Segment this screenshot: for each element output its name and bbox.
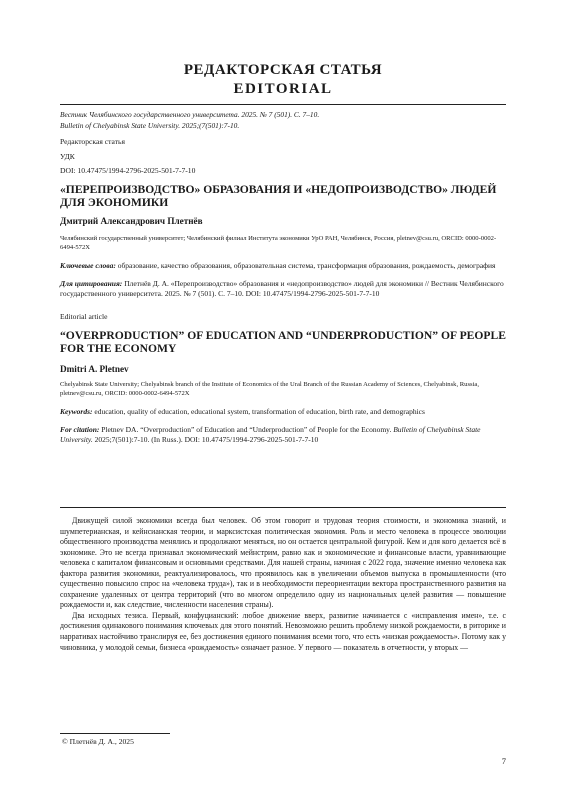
article-body <box>60 516 506 653</box>
citation-ru <box>60 279 506 299</box>
citation-tail-en: 2025;7(501):7-10. (In Russ.). DOI: 10.47475/1994-2796-2025-501-7-7-10 <box>92 435 319 445</box>
page-number: 7 <box>501 756 506 766</box>
doi-ru: DOI: 10.47475/1994-2796-2025-501-7-7-10 <box>60 166 196 175</box>
copyright-footnote: © Плетнёв Д. А., 2025 <box>62 737 134 746</box>
author-name-en: Dmitri A. Pletnev <box>60 363 129 374</box>
author-affiliation-ru: Челябинский государственный университет; Челябинский филиал Института экономики УрО РАН, Челябинск, Россия, pletnev@csu.ru, ORCID: 0000-0002-6494-572X <box>60 234 497 252</box>
citation-label-ru: Для цитирования: <box>60 278 123 288</box>
article-type-en: Editorial article <box>60 312 108 322</box>
keywords-text-en: education, quality of education, educational system, transformation of education, birth rate, and demographics <box>92 406 425 416</box>
article-title-ru: «ПЕРЕПРОИЗВОДСТВО» ОБРАЗОВАНИЯ И «НЕДОПРОИЗВОДСТВО» ЛЮДЕЙ ДЛЯ ЭКОНОМИКИ <box>60 182 497 209</box>
citation-label-en: For citation: <box>60 425 100 435</box>
journal-citation-ru: Вестник Челябинского государственного университета. 2025. № 7 (501). С. 7–10. <box>60 110 320 119</box>
section-title-ru: РЕДАКТОРСКАЯ СТАТЬЯ <box>183 62 383 78</box>
citation-text-en: Pletnev DA. “Overproduction” of Education and “Underproduction” of People for the Economy. <box>99 425 394 435</box>
footnote-rule <box>60 733 170 734</box>
keywords-label-ru: Ключевые слова: <box>60 260 116 270</box>
citation-text-ru: Плетнёв Д. А. «Перепроизводство» образования и «недопроизводство» людей для экономики // Вестник Челябинского государственного университета. 2025. № 7 (501). С. 7–10. DOI: 10.47475/1994-2796-2025-501-7-7-10 <box>60 278 504 299</box>
author-affiliation-en: Chelyabinsk State University; Chelyabinsk branch of the Institute of Economics of the Ural Branch of the Russian Academy of Sciences, Chelyabinsk, Russia, pletnev@csu.ru, ORCID: 0000-0002-6494-572X <box>60 380 479 398</box>
body-paragraph-2: Два исходных тезиса. Первый, конфуцианский: любое движение вверх, развитие начинается с «исправления имен», т.е. с достижения одинакового понимания ключевых для этого понятий. Невозможно решить проблему низкой рождаемости, в риторике и нарративах настойчиво транслируя ее, без достижения единого понимания всеми того, что есть «низкая рождаемость». Потому как у чиновника, у молодой семьи, бизнеса «рождаемость» означает разное. У первого — показатель в отчетности, у вторых — <box>60 610 506 652</box>
author-name-ru: Дмитрий Александрович Плетнёв <box>60 215 203 226</box>
body-separator-rule <box>60 507 506 508</box>
article-front-matter <box>60 110 506 446</box>
keywords-en <box>60 407 506 417</box>
header-rule <box>60 104 506 105</box>
article-title-en: “OVERPRODUCTION” OF EDUCATION AND “UNDERPRODUCTION” OF PEOPLE FOR THE ECONOMY <box>60 328 506 356</box>
udc-label: УДК <box>60 151 75 161</box>
section-title-en: EDITORIAL <box>233 81 333 97</box>
article-type-ru: Редакторская статья <box>60 137 125 146</box>
section-header <box>60 62 506 98</box>
citation-en <box>60 425 506 445</box>
journal-citation-en: Bulletin of Chelyabinsk State University. 2025;(7(501):7-10. <box>60 120 240 130</box>
keywords-ru <box>60 261 506 271</box>
keywords-text-ru: образование, качество образования, образовательная система, трансформация образования, рождаемость, демография <box>115 260 496 270</box>
body-paragraph-1: Движущей силой экономики всегда был человек. Об этом говорит и трудовая теория стоимости, и экономика знаний, и шумпетерианская, и кейнсианская теории, и марксистская политическая экономия. Роль и место человека в процессе эволюции общественного производства менялись и продолжают меняться, но он остается центральной фигурой. Кем и для кого делается всё в экономике. Это не всегда признавал экономический мейнстрим, равно как и экономические и финансовые власти, уравнивающие человека с капиталом финансовым и основными средствами. Для нашей страны, начиная с 2022 года, значение именно человека как фактора развития экономики, реактуализировалось, что проявилось как в увеличении объемов выпуска в промышленности (что существенно повысило спрос на «человека труда»), так и в необходимости переориентации вектора пространственного развития на сохранение удаленных от центра территорий (что во многом определило одну из национальных целей развития — повышение рождаемости и, как следствие, численности населения страны). <box>60 516 506 610</box>
keywords-label-en: Keywords: <box>60 406 93 416</box>
citation-journal-en: Bulletin of Chelyabinsk State University. <box>60 425 481 445</box>
